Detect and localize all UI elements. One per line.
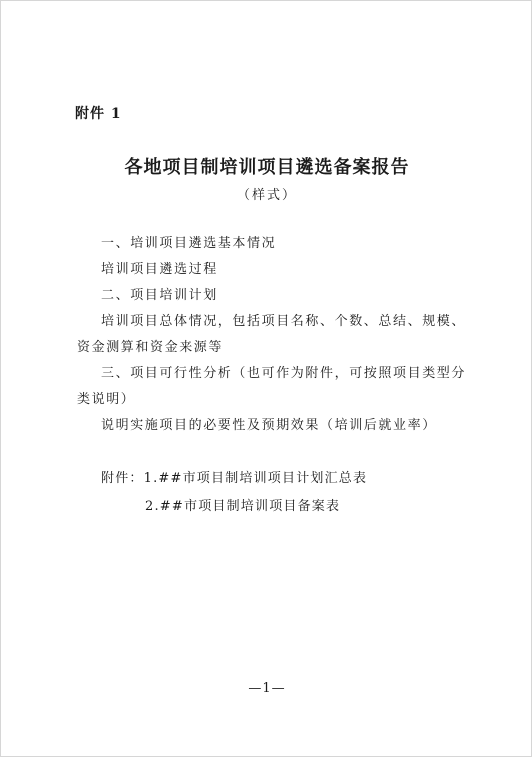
page-number: —1—: [248, 681, 286, 696]
section-heading-3: 三、项目可行性分析（也可作为附件，可按照项目类型分类说明）: [77, 366, 467, 407]
document-subtitle: （样式）: [236, 188, 297, 203]
attachment-item-2: 2.##市项目制培训项目备案表: [145, 499, 341, 514]
section-heading-2: 二、项目培训计划: [101, 288, 218, 303]
attachment-item-1: 1.##市项目制培训项目计划汇总表: [143, 471, 368, 486]
attachment-label: 附件 1: [75, 106, 122, 122]
document-title: 各地项目制培训项目遴选备案报告: [124, 157, 410, 178]
document-body: [77, 231, 473, 439]
attachments-prefix: 附件：: [101, 471, 144, 486]
attachments-list: [101, 465, 367, 521]
attachment-item: [101, 465, 367, 493]
section-text-3: 说明实施项目的必要性及预期效果（培训后就业率）: [101, 418, 437, 433]
attachment-item: [101, 493, 367, 521]
section-text-2: 培训项目总体情况，包括项目名称、个数、总结、规模、资金测算和资金来源等: [77, 314, 467, 355]
section-text-1: 培训项目遴选过程: [101, 262, 218, 277]
section-heading-1: 一、培训项目遴选基本情况: [101, 236, 277, 251]
